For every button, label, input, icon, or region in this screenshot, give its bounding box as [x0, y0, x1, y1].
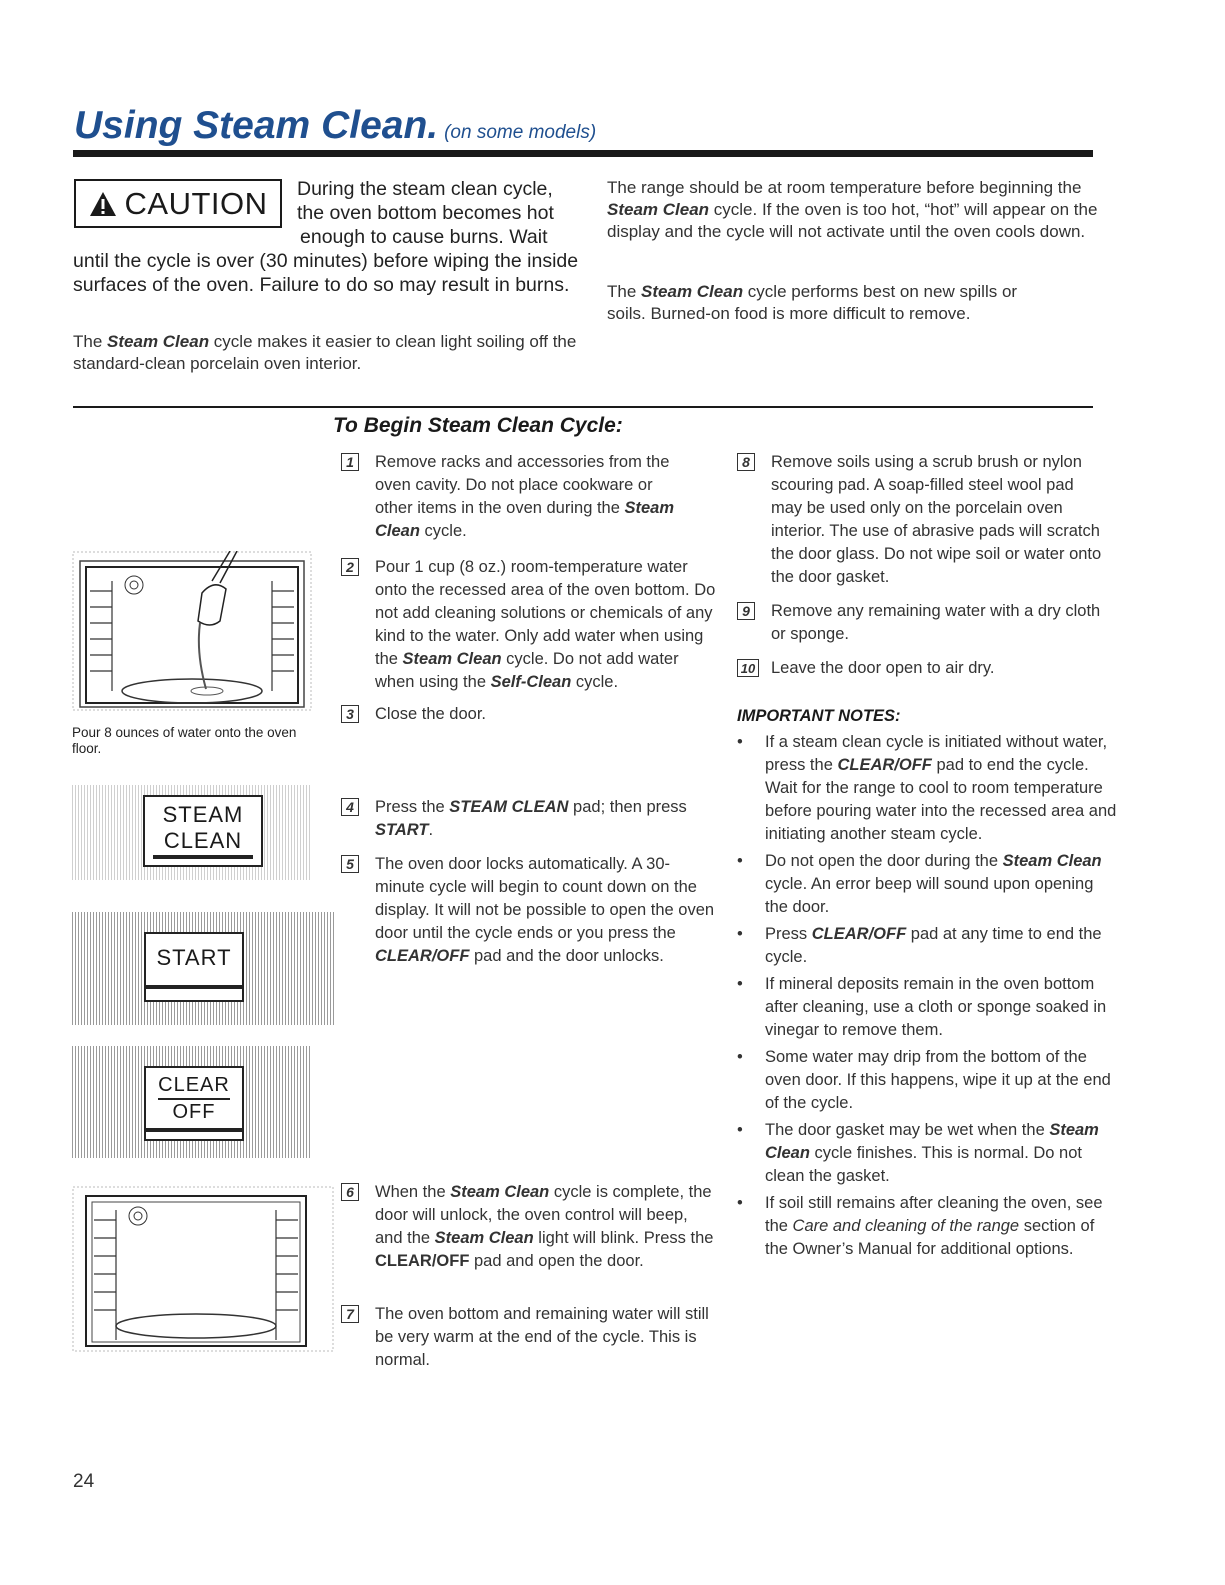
start-pad-label: START	[156, 944, 232, 970]
step-10: 10 Leave the door open to air dry.	[737, 657, 1107, 680]
figure-caption: Pour 8 ounces of water onto the oven floor.	[72, 725, 297, 756]
step-8: 8 Remove soils using a scrub brush or nylon scouring pad. A soap-filled steel wool pad may be used only on the porcelain oven interior. The use of abrasive pads will scratch the door glass. Do not wipe soil or water onto the door gasket.	[737, 451, 1107, 589]
warning-triangle-icon	[89, 191, 117, 217]
note-item: • Press CLEAR/OFF pad at any time to end the cycle.	[737, 925, 1102, 966]
steam-clean-pad-panel	[72, 785, 312, 880]
note-item: • Some water may drip from the bottom of the oven door. If this happens, wipe it up at the end of the cycle.	[737, 1048, 1111, 1112]
step-number: 9	[737, 602, 755, 620]
oven-interior-illustration	[72, 1186, 334, 1352]
step-number: 7	[341, 1305, 359, 1323]
step-4: 4 Press the STEAM CLEAN pad; then press START.	[341, 796, 701, 842]
note-item: • If mineral deposits remain in the oven bottom after cleaning, use a cloth or sponge soaked in vinegar to remove them.	[737, 975, 1107, 1039]
important-notes-list	[737, 731, 1117, 1265]
clear-off-pad-line-1: CLEAR	[158, 1074, 230, 1096]
caution-intro	[297, 177, 587, 249]
note-item: • The door gasket may be wet when the Steam Clean cycle finishes. This is normal. Do not clean the gasket.	[737, 1121, 1099, 1185]
clear-off-pad[interactable]	[144, 1066, 244, 1141]
step-number: 2	[341, 558, 359, 576]
steam-clean-pad-line-1: STEAM	[162, 802, 244, 827]
start-pad-panel	[72, 912, 334, 1025]
caution-line-1: During the steam clean cycle,	[297, 178, 553, 200]
page-title	[74, 104, 596, 148]
caution-body: until the cycle is over (30 minutes) before wiping the inside surfaces of the oven. Failure to do so may result in burns.	[73, 250, 579, 296]
step-7: 7 The oven bottom and remaining water will still be very warm at the end of the cycle. This is normal.	[341, 1303, 716, 1372]
note-item: • If a steam clean cycle is initiated without water, press the CLEAR/OFF pad to end the cycle. Wait for the range to cool to room temperature before pouring water into the recessed area and initiating another steam cycle.	[737, 733, 1117, 843]
section-title: To Begin Steam Clean Cycle:	[333, 414, 623, 437]
caution-line-2: the oven bottom becomes hot	[297, 202, 554, 224]
step-number: 6	[341, 1183, 359, 1201]
pad-indicator-bar	[146, 1128, 242, 1132]
caution-word: CAUTION	[124, 185, 268, 221]
step-1: 1 Remove racks and accessories from the oven cavity. Do not place cookware or other items in the oven during the Steam Clean cycle.	[341, 451, 691, 543]
note-item: • Do not open the door during the Steam Clean cycle. An error beep will sound upon opening the door.	[737, 852, 1102, 916]
step-number: 3	[341, 705, 359, 723]
steam-clean-pad-line-2: CLEAN	[163, 828, 243, 853]
pad-indicator-bar	[153, 855, 253, 859]
clear-off-pad-panel	[72, 1046, 312, 1158]
clear-off-pad-line-2: OFF	[172, 1101, 216, 1123]
pad-divider	[158, 1098, 230, 1100]
intro-paragraph-1: The Steam Clean cycle makes it easier to clean light soiling off the standard-clean porcelain oven interior.	[73, 332, 577, 373]
step-number: 10	[737, 659, 759, 677]
step-number: 1	[341, 453, 359, 471]
step-3: 3 Close the door.	[341, 703, 691, 726]
header-rule	[73, 150, 1093, 157]
section-rule	[73, 406, 1093, 408]
caution-line-3: enough to cause burns. Wait	[300, 226, 548, 248]
oven-pour-water-illustration	[72, 551, 312, 711]
important-notes-title: IMPORTANT NOTES:	[737, 707, 901, 725]
page-number: 24	[73, 1471, 95, 1492]
steam-clean-pad[interactable]	[143, 795, 263, 867]
step-2: 2 Pour 1 cup (8 oz.) room-temperature water onto the recessed area of the oven bottom. Do not add cleaning solutions or chemicals of any kind to the water. Only add water when using the Steam Clean cycle. Do not add water when using the Self-Clean cycle.	[341, 556, 721, 694]
title-subtitle: (on some models)	[444, 122, 597, 143]
intro-paragraph-2: The range should be at room temperature before beginning the Steam Clean cycle. If the oven is too hot, “hot” will appear on the display and the cycle will not activate until the oven cools down.	[607, 178, 1098, 241]
start-pad[interactable]	[144, 932, 244, 1002]
pad-indicator-bar	[146, 985, 242, 989]
step-number: 5	[341, 855, 359, 873]
caution-label	[74, 179, 282, 228]
step-6: 6 When the Steam Clean cycle is complete, the door will unlock, the oven control will beep, and the Steam Clean light will blink. Press the CLEAR/OFF pad and open the door.	[341, 1181, 716, 1273]
intro-paragraph-3: The Steam Clean cycle performs best on new spills or soils. Burned-on food is more difficult to remove.	[607, 282, 1018, 323]
step-9: 9 Remove any remaining water with a dry cloth or sponge.	[737, 600, 1107, 646]
title-text: Using Steam Clean.	[74, 104, 439, 147]
note-item: • If soil still remains after cleaning the oven, see the Care and cleaning of the range section of the Owner’s Manual for additional options.	[737, 1194, 1103, 1258]
step-number: 4	[341, 798, 359, 816]
step-number: 8	[737, 453, 755, 471]
step-5: 5 The oven door locks automatically. A 30-minute cycle will begin to count down on the display. It will not be possible to open the oven door until the cycle ends or you press the CLEAR/OFF pad and the door unlocks.	[341, 853, 716, 968]
